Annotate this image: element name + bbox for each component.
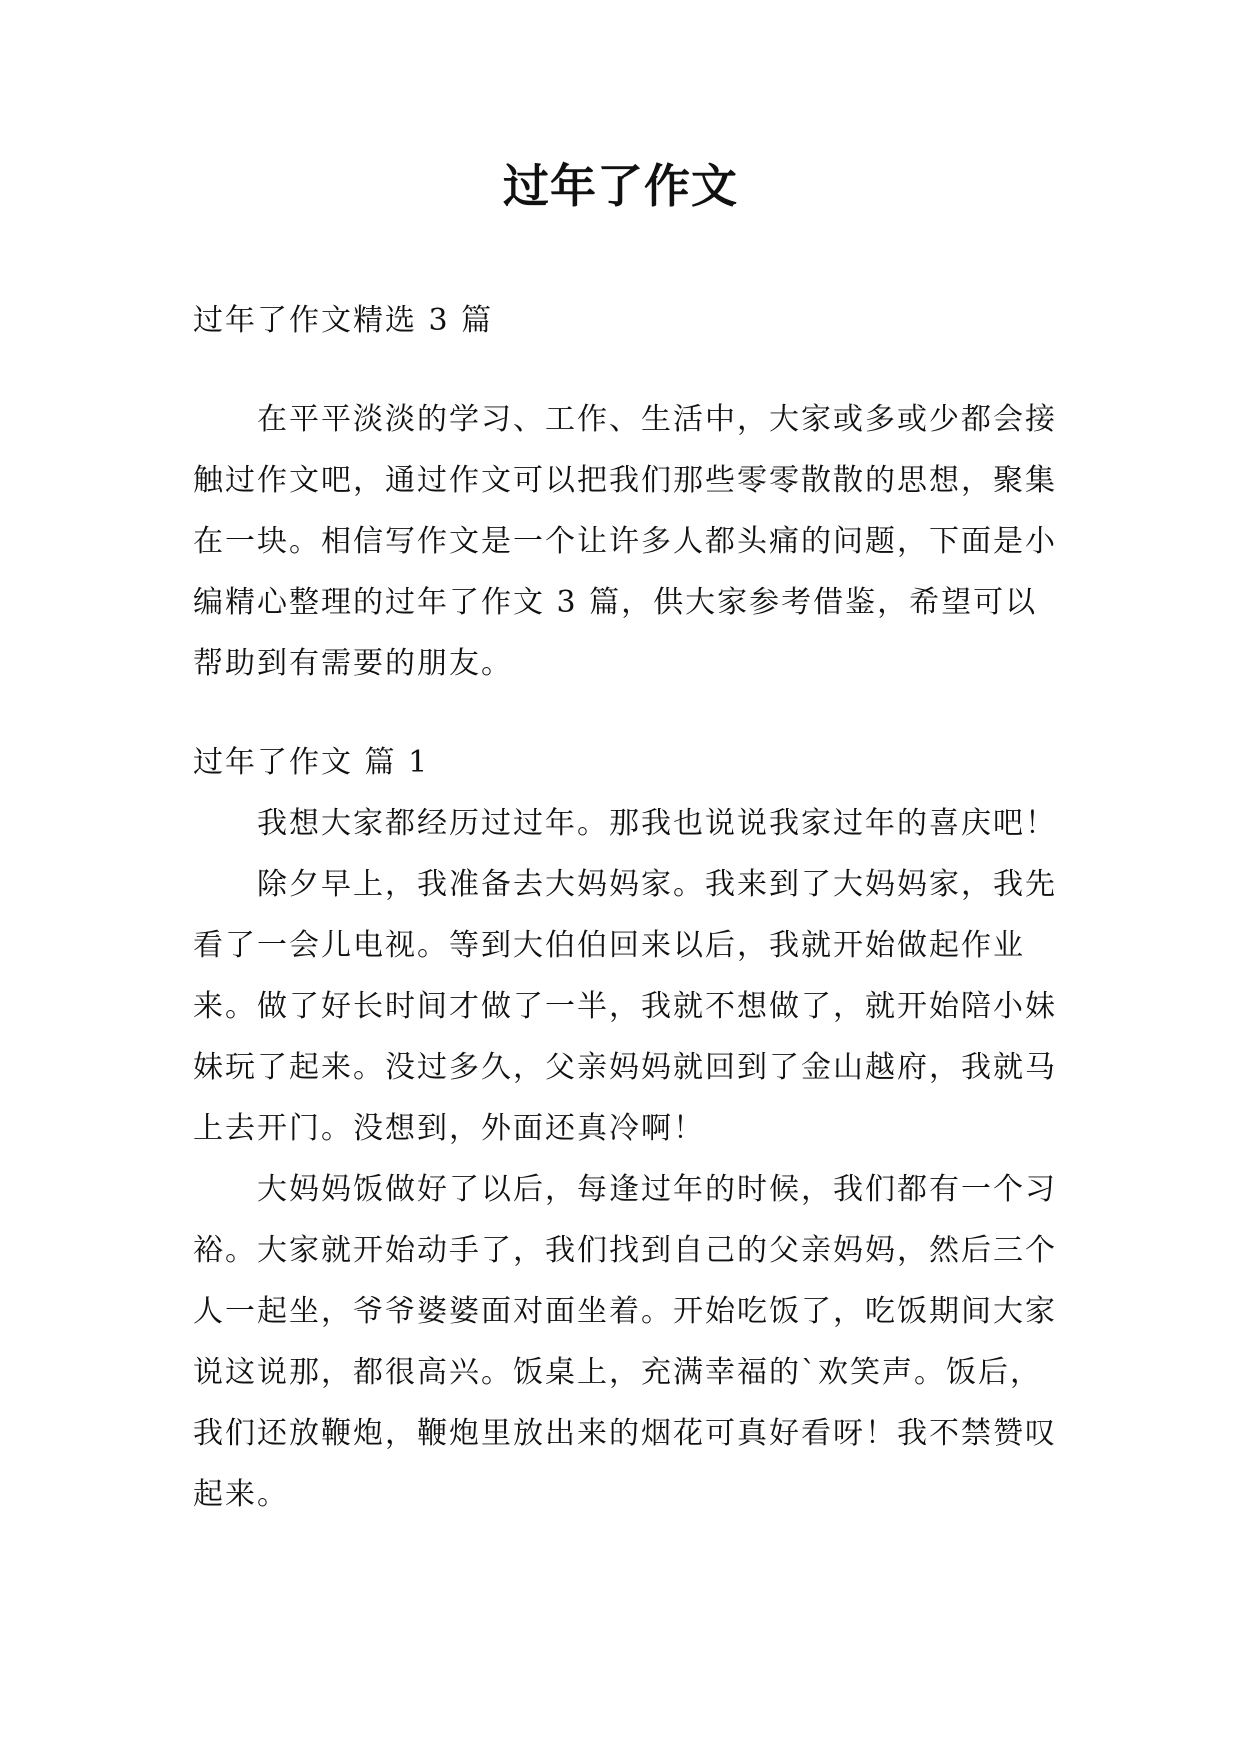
body-paragraph: 大妈妈饭做好了以后，每逢过年的时候，我们都有一个习裕。大家就开始动手了，我们找到自己的父亲妈妈，然后三个人一起坐，爷爷婆婆面对面坐着。开始吃饭了，吃饭期间大家说这说那，都很高兴。饭桌上，充满幸福的`欢笑声。饭后，我们还放鞭炮，鞭炮里放出来的烟花可真好看呀！我不禁赞叹起来。 [193,1172,1057,1512]
document-body [193,290,1058,1525]
document-subtitle: 过年了作文精选 3 篇 [193,303,494,338]
body-paragraph: 我想大家都经历过过年。那我也说说我家过年的喜庆吧！ [257,806,1057,841]
body-paragraph: 除夕早上，我准备去大妈妈家。我来到了大妈妈家，我先看了一会儿电视。等到大伯伯回来以后，我就开始做起作业来。做了好长时间才做了一半，我就不想做了，就开始陪小妹妹玩了起来。没过多久，父亲妈妈就回到了金山越府，我就马上去开门。没想到，外面还真冷啊！ [193,867,1057,1146]
document-title: 过年了作文 [503,159,738,213]
section-heading: 过年了作文 篇 1 [193,745,430,780]
intro-paragraph: 在平平淡淡的学习、工作、生活中，大家或多或少都会接触过作文吧，通过作文可以把我们那些零零散散的思想，聚集在一块。相信写作文是一个让许多人都头痛的问题，下面是小编精心整理的过年了作文 3 篇，供大家参考借鉴，希望可以帮助到有需要的朋友。 [193,402,1057,681]
